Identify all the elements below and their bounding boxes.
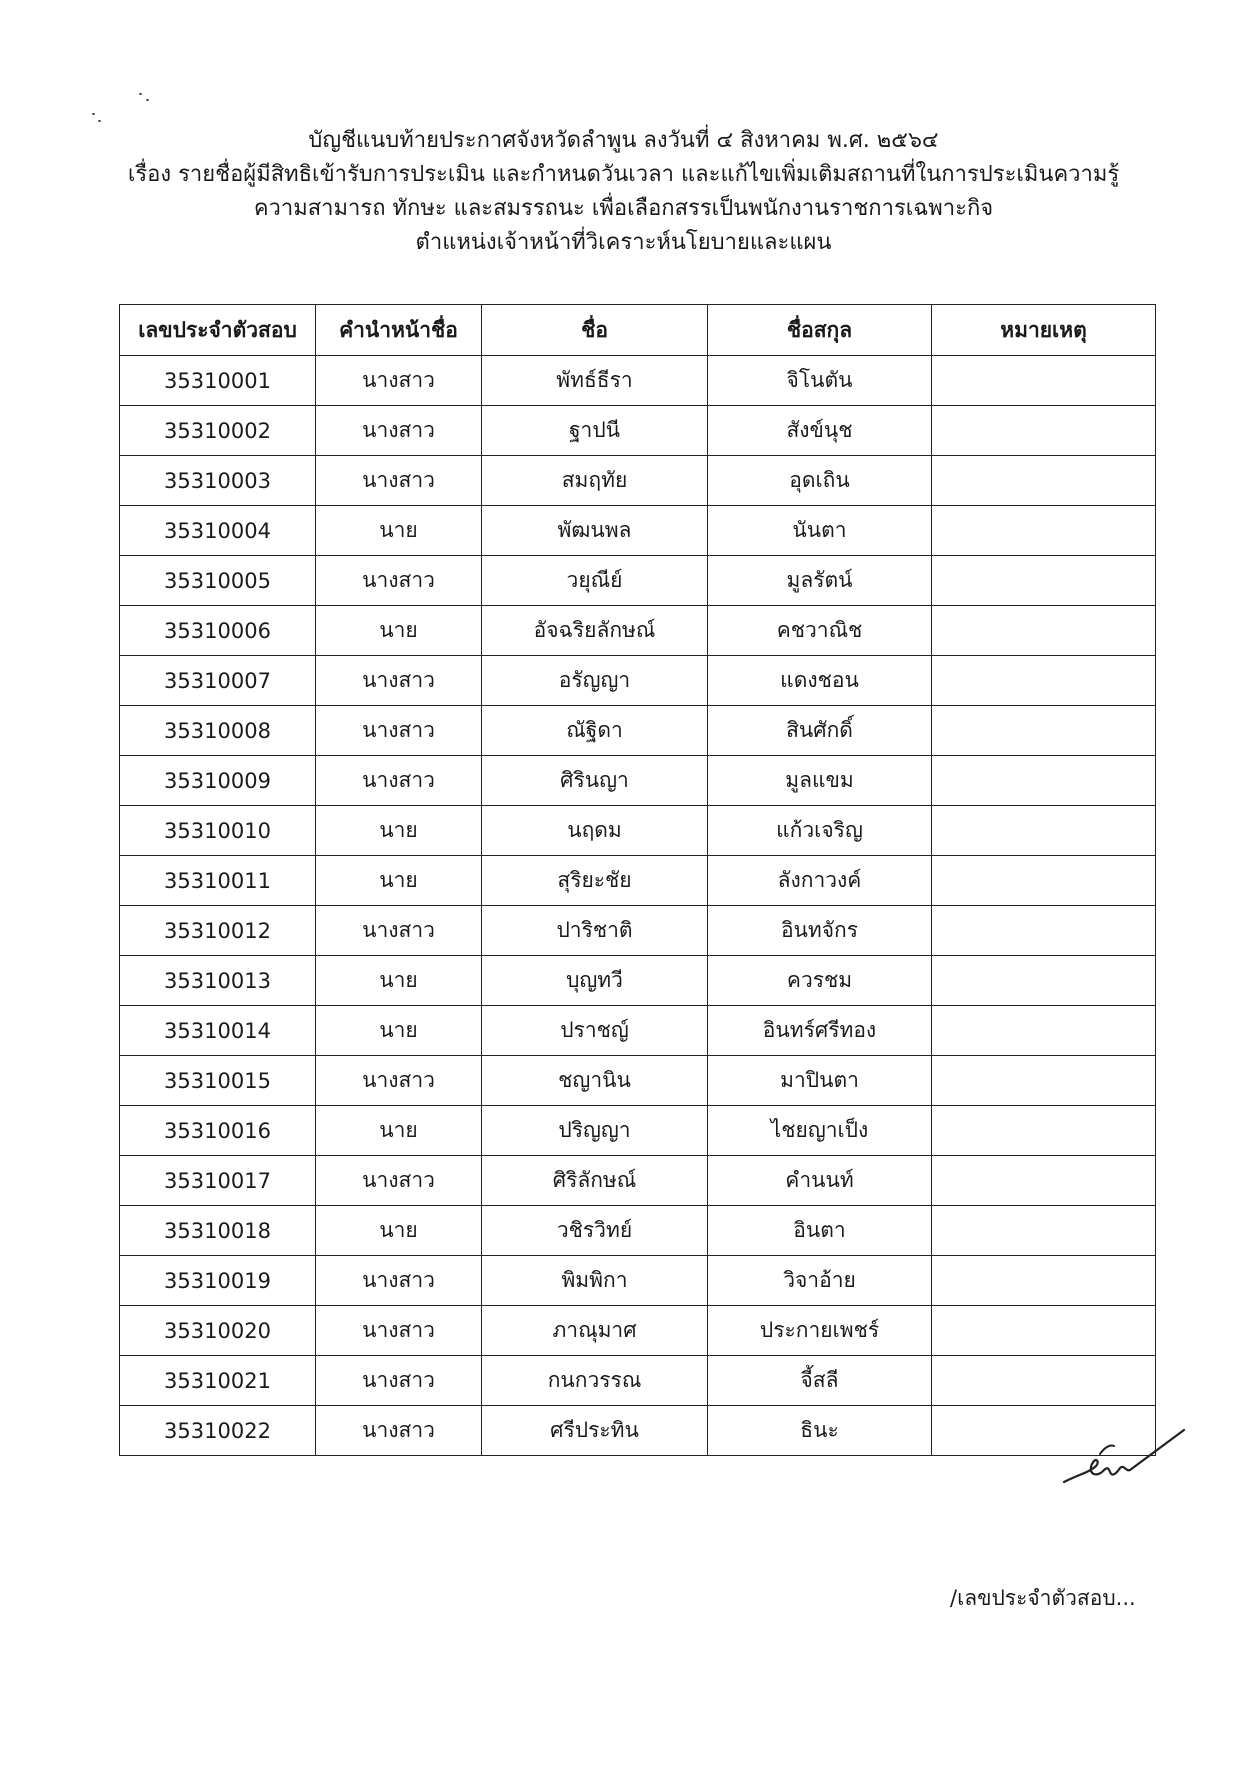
scan-speck (139, 93, 142, 95)
first-name-cell: พิมพิกา (482, 1256, 708, 1306)
exam-id-cell: 35310001 (120, 356, 316, 406)
title-cell: นาย (316, 806, 482, 856)
column-header-remarks: หมายเหตุ (932, 305, 1156, 356)
title-cell: นางสาว (316, 1056, 482, 1106)
table-row (120, 656, 1156, 706)
title-cell: นางสาว (316, 456, 482, 506)
table-row (120, 806, 1156, 856)
remarks-cell (932, 806, 1156, 856)
last-name-cell: วิจาอ้าย (708, 1256, 932, 1306)
last-name-cell: ไชยญาเป็ง (708, 1106, 932, 1156)
table-row (120, 1206, 1156, 1256)
exam-id-cell: 35310021 (120, 1356, 316, 1406)
exam-id-cell: 35310007 (120, 656, 316, 706)
exam-id-cell: 35310017 (120, 1156, 316, 1206)
exam-id-cell: 35310009 (120, 756, 316, 806)
exam-id-cell: 35310020 (120, 1306, 316, 1356)
signature-mark (1060, 1422, 1190, 1494)
remarks-cell (932, 906, 1156, 956)
remarks-cell (932, 1056, 1156, 1106)
exam-id-cell: 35310014 (120, 1006, 316, 1056)
remarks-cell (932, 1106, 1156, 1156)
last-name-cell: นันตา (708, 506, 932, 556)
first-name-cell: วยุณีย์ (482, 556, 708, 606)
last-name-cell: แดงชอน (708, 656, 932, 706)
remarks-cell (932, 1256, 1156, 1306)
remarks-cell (932, 1356, 1156, 1406)
first-name-cell: กนกวรรณ (482, 1356, 708, 1406)
first-name-cell: วชิรวิทย์ (482, 1206, 708, 1256)
column-header-exam-id: เลขประจำตัวสอบ (120, 305, 316, 356)
first-name-cell: สุริยะชัย (482, 856, 708, 906)
first-name-cell: ภาณุมาศ (482, 1306, 708, 1356)
last-name-cell: ลังกาวงค์ (708, 856, 932, 906)
exam-id-cell: 35310005 (120, 556, 316, 606)
table-row (120, 1256, 1156, 1306)
title-cell: นาย (316, 1106, 482, 1156)
last-name-cell: ธินะ (708, 1406, 932, 1456)
exam-id-cell: 35310011 (120, 856, 316, 906)
title-cell: นาย (316, 506, 482, 556)
table-row (120, 1156, 1156, 1206)
remarks-cell (932, 756, 1156, 806)
remarks-cell (932, 406, 1156, 456)
title-cell: นาย (316, 956, 482, 1006)
first-name-cell: บุญทวี (482, 956, 708, 1006)
last-name-cell: อุดเถิน (708, 456, 932, 506)
exam-id-cell: 35310022 (120, 1406, 316, 1456)
first-name-cell: นฤดม (482, 806, 708, 856)
exam-id-cell: 35310018 (120, 1206, 316, 1256)
last-name-cell: มูลรัตน์ (708, 556, 932, 606)
table-row (120, 1106, 1156, 1156)
first-name-cell: ณัฐิดา (482, 706, 708, 756)
remarks-cell (932, 1006, 1156, 1056)
first-name-cell: พัฒนพล (482, 506, 708, 556)
last-name-cell: ประกายเพชร์ (708, 1306, 932, 1356)
remarks-cell (932, 856, 1156, 906)
scan-speck (146, 99, 149, 101)
title-cell: นางสาว (316, 1156, 482, 1206)
header-line-2: เรื่อง รายชื่อผู้มีสิทธิเข้ารับการประเมิน และกำหนดวันเวลา และแก้ไขเพิ่มเติมสถานที่ในการประเมินความรู้ (127, 162, 1120, 187)
title-cell: นางสาว (316, 356, 482, 406)
exam-id-cell: 35310006 (120, 606, 316, 656)
table-row (120, 606, 1156, 656)
table-row (120, 1356, 1156, 1406)
title-cell: นางสาว (316, 706, 482, 756)
title-cell: นางสาว (316, 1256, 482, 1306)
remarks-cell (932, 1156, 1156, 1206)
column-header-first-name: ชื่อ (482, 305, 708, 356)
title-cell: นาย (316, 1206, 482, 1256)
exam-id-cell: 35310008 (120, 706, 316, 756)
title-cell: นางสาว (316, 1306, 482, 1356)
scan-speck (98, 120, 101, 122)
first-name-cell: สมฤทัย (482, 456, 708, 506)
exam-id-cell: 35310003 (120, 456, 316, 506)
table-row (120, 1406, 1156, 1456)
first-name-cell: ปราชญ์ (482, 1006, 708, 1056)
table-row (120, 356, 1156, 406)
table-row (120, 706, 1156, 756)
table-row (120, 756, 1156, 806)
remarks-cell (932, 1306, 1156, 1356)
title-cell: นางสาว (316, 406, 482, 456)
title-cell: นาย (316, 1006, 482, 1056)
last-name-cell: ควรชม (708, 956, 932, 1006)
first-name-cell: ชญานิน (482, 1056, 708, 1106)
first-name-cell: อัจฉริยลักษณ์ (482, 606, 708, 656)
exam-id-cell: 35310016 (120, 1106, 316, 1156)
first-name-cell: ฐาปนี (482, 406, 708, 456)
table-row (120, 506, 1156, 556)
title-cell: นางสาว (316, 756, 482, 806)
last-name-cell: คชวาณิช (708, 606, 932, 656)
title-cell: นาย (316, 856, 482, 906)
continuation-note: /เลขประจำตัวสอบ... (950, 1586, 1136, 1610)
last-name-cell: คำนนท์ (708, 1156, 932, 1206)
last-name-cell: แก้วเจริญ (708, 806, 932, 856)
table-header-row (120, 305, 1156, 356)
header-line-1: บัญชีแนบท้ายประกาศจังหวัดลำพูน ลงวันที่ ๔ สิงหาคม พ.ศ. ๒๕๖๔ (308, 128, 939, 153)
first-name-cell: ปริญญา (482, 1106, 708, 1156)
table-row (120, 956, 1156, 1006)
remarks-cell (932, 656, 1156, 706)
remarks-cell (932, 556, 1156, 606)
exam-id-cell: 35310019 (120, 1256, 316, 1306)
last-name-cell: จี้สลี (708, 1356, 932, 1406)
remarks-cell (932, 956, 1156, 1006)
title-cell: นางสาว (316, 1356, 482, 1406)
first-name-cell: อรัญญา (482, 656, 708, 706)
first-name-cell: ศรีประทิน (482, 1406, 708, 1456)
last-name-cell: อินทจักร (708, 906, 932, 956)
table-row (120, 456, 1156, 506)
last-name-cell: อินตา (708, 1206, 932, 1256)
table-row (120, 1056, 1156, 1106)
table-row (120, 406, 1156, 456)
header-line-4: ตำแหน่งเจ้าหน้าที่วิเคราะห์นโยบายและแผน (415, 230, 832, 255)
first-name-cell: ปาริชาติ (482, 906, 708, 956)
table-row (120, 906, 1156, 956)
title-cell: นางสาว (316, 656, 482, 706)
exam-id-cell: 35310012 (120, 906, 316, 956)
first-name-cell: ศิริลักษณ์ (482, 1156, 708, 1206)
table-body (120, 356, 1156, 1456)
remarks-cell (932, 706, 1156, 756)
column-header-title: คำนำหน้าชื่อ (316, 305, 482, 356)
exam-id-cell: 35310015 (120, 1056, 316, 1106)
last-name-cell: จิโนตัน (708, 356, 932, 406)
last-name-cell: สินศักดิ์ (708, 706, 932, 756)
title-cell: นางสาว (316, 556, 482, 606)
table-row (120, 1006, 1156, 1056)
first-name-cell: พัทธ์ธีรา (482, 356, 708, 406)
last-name-cell: มาปินตา (708, 1056, 932, 1106)
remarks-cell (932, 356, 1156, 406)
remarks-cell (932, 606, 1156, 656)
last-name-cell: มูลแขม (708, 756, 932, 806)
candidate-table (119, 304, 1156, 1456)
remarks-cell (932, 456, 1156, 506)
last-name-cell: อินทร์ศรีทอง (708, 1006, 932, 1056)
title-cell: นาย (316, 606, 482, 656)
title-cell: นางสาว (316, 1406, 482, 1456)
exam-id-cell: 35310004 (120, 506, 316, 556)
exam-id-cell: 35310013 (120, 956, 316, 1006)
first-name-cell: ศิรินญา (482, 756, 708, 806)
column-header-last-name: ชื่อสกุล (708, 305, 932, 356)
header-line-3: ความสามารถ ทักษะ และสมรรถนะ เพื่อเลือกสรรเป็นพนักงานราชการเฉพาะกิจ (253, 196, 994, 221)
last-name-cell: สังข์นุช (708, 406, 932, 456)
remarks-cell (932, 1206, 1156, 1256)
table-row (120, 556, 1156, 606)
scan-speck (92, 113, 95, 115)
remarks-cell (932, 506, 1156, 556)
exam-id-cell: 35310002 (120, 406, 316, 456)
document-header (0, 124, 1247, 260)
title-cell: นางสาว (316, 906, 482, 956)
table-row (120, 1306, 1156, 1356)
exam-id-cell: 35310010 (120, 806, 316, 856)
table-row (120, 856, 1156, 906)
